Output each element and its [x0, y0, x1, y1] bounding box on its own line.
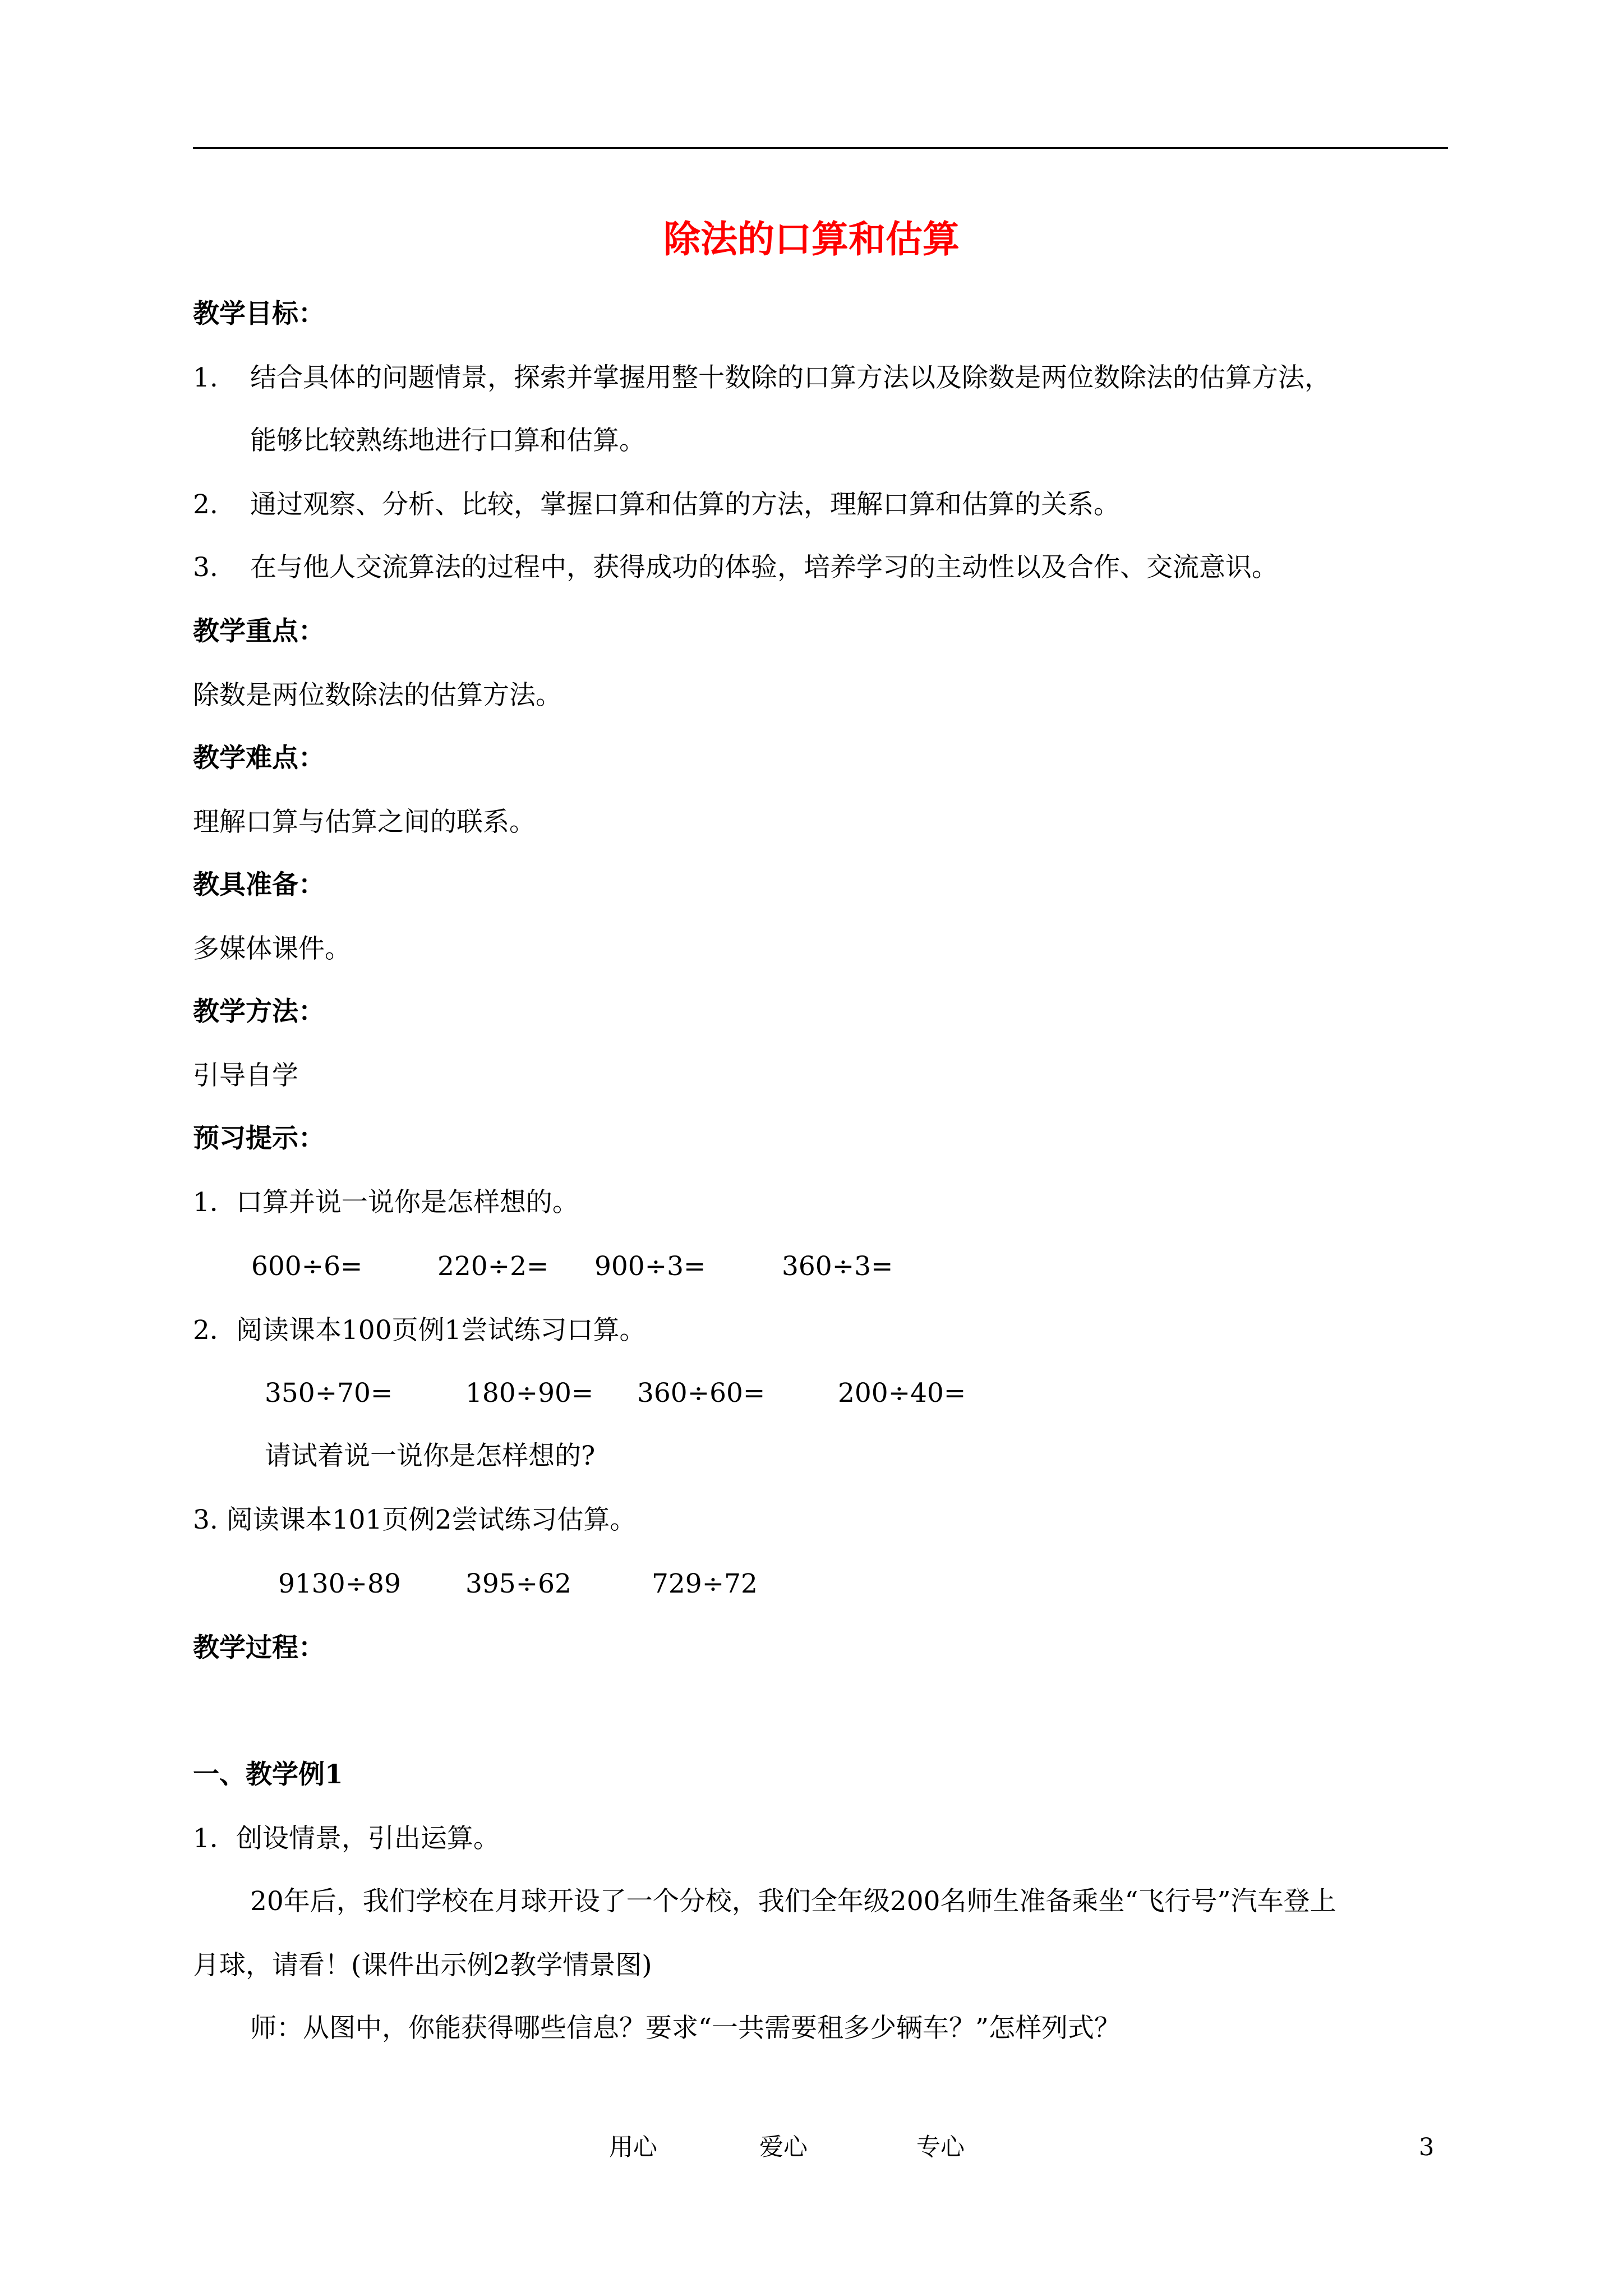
preview2-expr-1: 350÷70=	[265, 1378, 393, 1409]
method-heading: 教学方法：	[193, 996, 325, 1027]
header-rule	[193, 147, 1448, 149]
preview1-expr-3: 900÷3=	[594, 1251, 706, 1282]
preview1-expr-2: 220÷2=	[437, 1251, 549, 1282]
preview-item-2: 2．阅读课本100页例1尝试练习口算。	[193, 1315, 646, 1346]
objective-1-line1: 结合具体的问题情景，探索并掌握用整十数除的口算方法以及除数是两位数除法的估算方法，	[250, 362, 1331, 393]
preview2-expr-4: 200÷40=	[838, 1378, 966, 1409]
part1-para-line1: 20年后，我们学校在月球开设了一个分校，我们全年级200名师生准备乘坐“飞行号”汽车登上	[250, 1886, 1336, 1917]
objective-1-line2: 能够比较熟练地进行口算和估算。	[250, 425, 645, 456]
difficulty-heading: 教学难点：	[193, 743, 325, 774]
method-text: 引导自学	[193, 1060, 298, 1091]
objective-3-line1: 在与他人交流算法的过程中，获得成功的体验，培养学习的主动性以及合作、交流意识。	[250, 552, 1278, 583]
preview2-expr-2: 180÷90=	[465, 1378, 594, 1409]
objectives-heading: 教学目标：	[193, 298, 325, 329]
preview1-expr-4: 360÷3=	[782, 1251, 893, 1282]
tools-text: 多媒体课件。	[193, 933, 351, 964]
objective-2-line1: 通过观察、分析、比较，掌握口算和估算的方法，理解口算和估算的关系。	[250, 489, 1120, 520]
preview-item-1: 1．口算并说一说你是怎样想的。	[193, 1187, 579, 1218]
preview3-expr-1: 9130÷89	[278, 1568, 401, 1599]
preview3-expr-2: 395÷62	[465, 1568, 571, 1599]
part1-para-line2: 月球，请看！(课件出示例2教学情景图)	[193, 1950, 652, 1981]
footer-middle: 爱心	[759, 2133, 808, 2161]
key-heading: 教学重点：	[193, 616, 325, 647]
preview-heading: 预习提示：	[193, 1123, 325, 1154]
preview2-expr-3: 360÷60=	[637, 1378, 766, 1409]
preview3-expr-3: 729÷72	[652, 1568, 758, 1599]
preview1-expr-1: 600÷6=	[251, 1251, 363, 1282]
preview2-prompt: 请试着说一说你是怎样想的?	[265, 1441, 596, 1471]
part1-heading: 一、教学例1	[193, 1759, 343, 1790]
page-title: 除法的口算和估算	[663, 217, 960, 261]
part1-step1: 1．创设情景，引出运算。	[193, 1823, 500, 1854]
key-text: 除数是两位数除法的估算方法。	[193, 680, 562, 711]
objective-1-num: 1.	[193, 362, 218, 393]
footer-right: 专心	[916, 2133, 965, 2161]
objective-3-num: 3.	[193, 552, 218, 583]
difficulty-text: 理解口算与估算之间的联系。	[193, 807, 536, 838]
process-heading: 教学过程：	[193, 1632, 325, 1663]
objective-2-num: 2.	[193, 489, 218, 520]
page-number: 3	[1419, 2133, 1435, 2161]
part1-teacher-question: 师：从图中，你能获得哪些信息？要求“一共需要租多少辆车？”怎样列式？	[250, 2013, 1121, 2044]
tools-heading: 教具准备：	[193, 869, 325, 900]
preview-item-3: 3. 阅读课本101页例2尝试练习估算。	[193, 1504, 637, 1535]
footer-left: 用心	[609, 2133, 657, 2161]
